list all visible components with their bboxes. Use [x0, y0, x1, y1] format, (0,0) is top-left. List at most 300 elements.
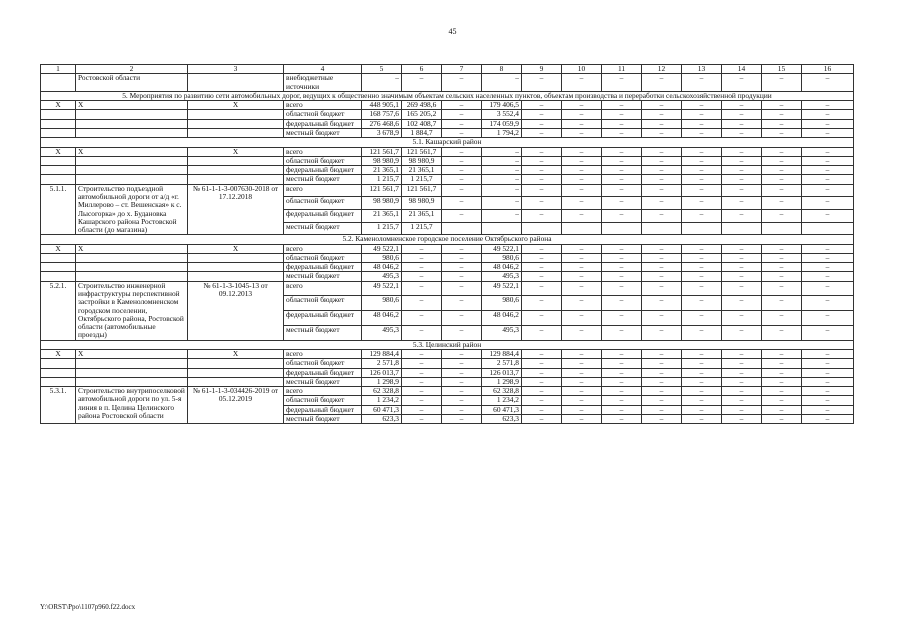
- section-heading: 5.1. Кашарский район: [41, 138, 854, 147]
- item-number-cell: X: [41, 147, 76, 156]
- column-number-cell: 4: [284, 65, 362, 74]
- value-cell: –: [562, 253, 602, 262]
- value-cell: –: [802, 272, 854, 281]
- value-cell: 21 365,1: [402, 166, 442, 175]
- value-cell: –: [522, 368, 562, 377]
- value-cell: –: [442, 377, 482, 386]
- table-row: [41, 166, 854, 175]
- funding-source-cell: всего: [284, 244, 362, 253]
- value-cell: –: [442, 263, 482, 272]
- value-cell: –: [522, 253, 562, 262]
- value-cell: –: [722, 119, 762, 128]
- document-number-cell: [188, 263, 284, 272]
- page-number: 45: [448, 27, 457, 36]
- value-cell: 121 561,7: [402, 147, 442, 156]
- document-number-cell: № 61-1-1-3-034426-2019 от 05.12.2019: [188, 387, 284, 424]
- column-number-cell: 15: [762, 65, 802, 74]
- value-cell: –: [762, 368, 802, 377]
- funding-source-cell: федеральный бюджет: [284, 368, 362, 377]
- value-cell: 1 884,7: [402, 128, 442, 137]
- value-cell: 98 980,9: [362, 197, 402, 210]
- value-cell: –: [762, 325, 802, 340]
- value-cell: –: [522, 128, 562, 137]
- value-cell: –: [642, 272, 682, 281]
- value-cell: –: [682, 119, 722, 128]
- funding-source-cell: федеральный бюджет: [284, 210, 362, 223]
- value-cell: –: [602, 263, 642, 272]
- value-cell: –: [722, 175, 762, 184]
- value-cell: 168 757,6: [362, 110, 402, 119]
- value-cell: –: [802, 368, 854, 377]
- column-number-cell: 13: [682, 65, 722, 74]
- document-number-cell: [188, 377, 284, 386]
- value-cell: –: [722, 147, 762, 156]
- value-cell: –: [762, 147, 802, 156]
- value-cell: –: [402, 325, 442, 340]
- table-row: [41, 387, 854, 396]
- value-cell: 48 046,2: [362, 311, 402, 326]
- column-number-cell: 14: [722, 65, 762, 74]
- value-cell: –: [562, 263, 602, 272]
- value-cell: –: [602, 359, 642, 368]
- value-cell: 126 013,7: [362, 368, 402, 377]
- value-cell: –: [442, 166, 482, 175]
- item-number-cell: [41, 128, 76, 137]
- value-cell: –: [402, 414, 442, 423]
- value-cell: –: [722, 311, 762, 326]
- value-cell: –: [682, 405, 722, 414]
- table-row: [41, 74, 854, 92]
- value-cell: 21 365,1: [362, 210, 402, 223]
- value-cell: –: [762, 197, 802, 210]
- object-name-cell: [76, 253, 188, 262]
- value-cell: –: [442, 296, 482, 311]
- value-cell: –: [802, 74, 854, 92]
- value-cell: 1 215,7: [402, 175, 442, 184]
- value-cell: –: [802, 281, 854, 296]
- funding-source-cell: областной бюджет: [284, 359, 362, 368]
- value-cell: –: [402, 350, 442, 359]
- table-row: [41, 359, 854, 368]
- value-cell: –: [762, 359, 802, 368]
- value-cell: –: [682, 325, 722, 340]
- object-name-cell: [76, 156, 188, 165]
- value-cell: –: [682, 253, 722, 262]
- value-cell: –: [682, 156, 722, 165]
- document-number-cell: [188, 175, 284, 184]
- value-cell: –: [802, 325, 854, 340]
- value-cell: 980,6: [362, 296, 402, 311]
- value-cell: –: [762, 263, 802, 272]
- value-cell: 174 059,9: [482, 119, 522, 128]
- value-cell: –: [642, 244, 682, 253]
- value-cell: –: [642, 414, 682, 423]
- value-cell: –: [642, 110, 682, 119]
- value-cell: 165 205,2: [402, 110, 442, 119]
- object-name-cell: X: [76, 147, 188, 156]
- value-cell: –: [442, 272, 482, 281]
- funding-source-cell: областной бюджет: [284, 296, 362, 311]
- value-cell: –: [442, 147, 482, 156]
- value-cell: –: [642, 119, 682, 128]
- item-number-cell: X: [41, 244, 76, 253]
- value-cell: –: [602, 405, 642, 414]
- value-cell: 3 552,4: [482, 110, 522, 119]
- value-cell: –: [802, 311, 854, 326]
- document-number-cell: [188, 128, 284, 137]
- value-cell: –: [562, 359, 602, 368]
- funding-source-cell: всего: [284, 184, 362, 197]
- value-cell: 448 905,1: [362, 101, 402, 110]
- value-cell: 2 571,8: [482, 359, 522, 368]
- value-cell: –: [802, 175, 854, 184]
- value-cell: 495,3: [482, 325, 522, 340]
- value-cell: 1 234,2: [362, 396, 402, 405]
- value-cell: 49 522,1: [362, 281, 402, 296]
- value-cell: –: [402, 387, 442, 396]
- value-cell: –: [562, 147, 602, 156]
- funding-source-cell: всего: [284, 281, 362, 296]
- value-cell: –: [442, 210, 482, 223]
- value-cell: –: [642, 281, 682, 296]
- value-cell: –: [642, 253, 682, 262]
- value-cell: –: [522, 184, 562, 197]
- value-cell: –: [562, 128, 602, 137]
- value-cell: –: [442, 405, 482, 414]
- value-cell: –: [562, 197, 602, 210]
- funding-source-cell: всего: [284, 101, 362, 110]
- column-number-header: [41, 65, 854, 74]
- value-cell: 3 678,9: [362, 128, 402, 137]
- value-cell: –: [802, 166, 854, 175]
- value-cell: –: [442, 253, 482, 262]
- value-cell: –: [722, 244, 762, 253]
- section-heading: 5.2. Каменоломненское городское поселение Октябрьского района: [41, 235, 854, 244]
- column-number-cell: 10: [562, 65, 602, 74]
- value-cell: –: [722, 156, 762, 165]
- funding-source-cell: областной бюджет: [284, 110, 362, 119]
- value-cell: –: [442, 128, 482, 137]
- value-cell: –: [802, 359, 854, 368]
- document-number-cell: [188, 272, 284, 281]
- value-cell: 1 234,2: [482, 396, 522, 405]
- value-cell: –: [802, 263, 854, 272]
- value-cell: 48 046,2: [482, 263, 522, 272]
- value-cell: –: [802, 414, 854, 423]
- value-cell: 1 298,9: [362, 377, 402, 386]
- object-name-cell: [76, 359, 188, 368]
- table-row: [41, 184, 854, 197]
- value-cell: –: [442, 359, 482, 368]
- value-cell: 495,3: [362, 272, 402, 281]
- value-cell: –: [682, 166, 722, 175]
- document-number-cell: [188, 253, 284, 262]
- value-cell: –: [562, 244, 602, 253]
- value-cell: –: [522, 110, 562, 119]
- value-cell: –: [722, 414, 762, 423]
- value-cell: –: [682, 74, 722, 92]
- table-row: [41, 110, 854, 119]
- item-number-cell: [41, 359, 76, 368]
- value-cell: –: [562, 414, 602, 423]
- item-number-cell: [41, 368, 76, 377]
- value-cell: –: [442, 368, 482, 377]
- value-cell: –: [682, 368, 722, 377]
- value-cell: –: [722, 296, 762, 311]
- value-cell: –: [642, 359, 682, 368]
- value-cell: –: [402, 244, 442, 253]
- value-cell: 48 046,2: [362, 263, 402, 272]
- value-cell: 1 215,7: [362, 175, 402, 184]
- document-number-cell: [188, 359, 284, 368]
- document-number-cell: X: [188, 101, 284, 110]
- value-cell: –: [802, 244, 854, 253]
- item-number-cell: [41, 166, 76, 175]
- object-name-cell: [76, 377, 188, 386]
- object-name-cell: [76, 119, 188, 128]
- value-cell: 98 980,9: [402, 156, 442, 165]
- value-cell: –: [722, 253, 762, 262]
- funding-source-cell: областной бюджет: [284, 197, 362, 210]
- item-number-cell: 5.1.1.: [41, 184, 76, 235]
- value-cell: 980,6: [482, 253, 522, 262]
- value-cell: –: [682, 147, 722, 156]
- value-cell: –: [602, 414, 642, 423]
- object-name-cell: [76, 166, 188, 175]
- value-cell: –: [522, 244, 562, 253]
- table-row: [41, 350, 854, 359]
- value-cell: –: [722, 263, 762, 272]
- value-cell: 98 980,9: [402, 197, 442, 210]
- value-cell: –: [402, 396, 442, 405]
- item-number-cell: [41, 263, 76, 272]
- value-cell: –: [442, 311, 482, 326]
- value-cell: –: [722, 359, 762, 368]
- column-number-cell: 6: [402, 65, 442, 74]
- value-cell: –: [722, 166, 762, 175]
- value-cell: –: [762, 119, 802, 128]
- value-cell: –: [562, 101, 602, 110]
- value-cell: –: [602, 110, 642, 119]
- value-cell: –: [402, 359, 442, 368]
- value-cell: –: [802, 110, 854, 119]
- item-number-cell: [41, 74, 76, 92]
- value-cell: –: [682, 244, 722, 253]
- value-cell: –: [642, 166, 682, 175]
- item-number-cell: [41, 175, 76, 184]
- value-cell: –: [602, 197, 642, 210]
- value-cell: [522, 222, 562, 235]
- value-cell: –: [522, 119, 562, 128]
- value-cell: –: [442, 197, 482, 210]
- value-cell: –: [642, 184, 682, 197]
- value-cell: –: [802, 350, 854, 359]
- value-cell: –: [802, 377, 854, 386]
- object-name-cell: [76, 263, 188, 272]
- value-cell: –: [442, 175, 482, 184]
- value-cell: 121 561,7: [362, 184, 402, 197]
- value-cell: –: [762, 101, 802, 110]
- value-cell: –: [562, 368, 602, 377]
- value-cell: –: [562, 311, 602, 326]
- value-cell: –: [522, 405, 562, 414]
- value-cell: –: [642, 368, 682, 377]
- value-cell: 60 471,3: [482, 405, 522, 414]
- value-cell: –: [642, 175, 682, 184]
- object-name-cell: X: [76, 350, 188, 359]
- section-heading-row: [41, 340, 854, 349]
- value-cell: –: [802, 101, 854, 110]
- value-cell: –: [442, 101, 482, 110]
- value-cell: –: [562, 377, 602, 386]
- value-cell: –: [642, 210, 682, 223]
- value-cell: –: [762, 166, 802, 175]
- value-cell: [562, 222, 602, 235]
- value-cell: –: [482, 74, 522, 92]
- funding-source-cell: местный бюджет: [284, 377, 362, 386]
- object-name-cell: Ростовской области: [76, 74, 188, 92]
- value-cell: –: [802, 128, 854, 137]
- value-cell: –: [402, 272, 442, 281]
- value-cell: [482, 222, 522, 235]
- value-cell: –: [682, 175, 722, 184]
- funding-source-cell: местный бюджет: [284, 128, 362, 137]
- document-number-cell: [188, 166, 284, 175]
- section-heading-row: [41, 138, 854, 147]
- value-cell: –: [482, 147, 522, 156]
- object-name-cell: Строительство внутрипоселковой автомобильной дороги по ул. 5-я линия в п. Целина Целинского района Ростовской области: [76, 387, 188, 424]
- value-cell: 49 522,1: [482, 244, 522, 253]
- value-cell: –: [522, 74, 562, 92]
- funding-source-cell: всего: [284, 147, 362, 156]
- value-cell: 49 522,1: [482, 281, 522, 296]
- value-cell: 980,6: [362, 253, 402, 262]
- funding-source-cell: областной бюджет: [284, 253, 362, 262]
- value-cell: –: [722, 396, 762, 405]
- value-cell: –: [522, 377, 562, 386]
- value-cell: 980,6: [482, 296, 522, 311]
- value-cell: –: [402, 263, 442, 272]
- value-cell: –: [682, 281, 722, 296]
- document-number-cell: [188, 368, 284, 377]
- value-cell: –: [802, 387, 854, 396]
- value-cell: –: [522, 350, 562, 359]
- table-row: [41, 128, 854, 137]
- value-cell: –: [722, 184, 762, 197]
- value-cell: –: [602, 325, 642, 340]
- value-cell: –: [682, 311, 722, 326]
- value-cell: –: [562, 175, 602, 184]
- value-cell: [682, 222, 722, 235]
- item-number-cell: 5.2.1.: [41, 281, 76, 340]
- value-cell: –: [522, 101, 562, 110]
- table-row: [41, 101, 854, 110]
- value-cell: –: [682, 396, 722, 405]
- value-cell: –: [762, 405, 802, 414]
- object-name-cell: Строительство инженерной инфраструктуры перспективной застройки в Каменоломненском городском поселении, Октябрьского района, Ростовской области (автомобильные проезды): [76, 281, 188, 340]
- value-cell: –: [802, 296, 854, 311]
- value-cell: –: [602, 296, 642, 311]
- funding-source-cell: всего: [284, 387, 362, 396]
- value-cell: –: [602, 128, 642, 137]
- value-cell: –: [562, 296, 602, 311]
- value-cell: –: [562, 350, 602, 359]
- value-cell: –: [482, 156, 522, 165]
- value-cell: –: [682, 210, 722, 223]
- document-number-cell: № 61-1-1-3-007630-2018 от 17.12.2018: [188, 184, 284, 235]
- value-cell: –: [522, 156, 562, 165]
- value-cell: 179 406,5: [482, 101, 522, 110]
- value-cell: –: [642, 263, 682, 272]
- item-number-cell: [41, 253, 76, 262]
- document-number-cell: [188, 156, 284, 165]
- column-number-cell: 9: [522, 65, 562, 74]
- object-name-cell: X: [76, 101, 188, 110]
- object-name-cell: [76, 175, 188, 184]
- value-cell: –: [402, 377, 442, 386]
- column-number-cell: 8: [482, 65, 522, 74]
- value-cell: –: [802, 184, 854, 197]
- value-cell: –: [762, 396, 802, 405]
- value-cell: –: [522, 166, 562, 175]
- value-cell: –: [802, 156, 854, 165]
- value-cell: –: [522, 175, 562, 184]
- value-cell: –: [402, 281, 442, 296]
- value-cell: –: [642, 156, 682, 165]
- table-row: [41, 281, 854, 296]
- value-cell: –: [762, 110, 802, 119]
- value-cell: –: [602, 368, 642, 377]
- value-cell: –: [442, 350, 482, 359]
- value-cell: –: [562, 396, 602, 405]
- item-number-cell: [41, 110, 76, 119]
- funding-source-cell: местный бюджет: [284, 175, 362, 184]
- object-name-cell: X: [76, 244, 188, 253]
- value-cell: –: [682, 359, 722, 368]
- section-heading-row: [41, 91, 854, 100]
- value-cell: [642, 222, 682, 235]
- value-cell: 1 215,7: [362, 222, 402, 235]
- value-cell: –: [762, 377, 802, 386]
- object-name-cell: [76, 272, 188, 281]
- value-cell: –: [762, 253, 802, 262]
- value-cell: [442, 222, 482, 235]
- table-row: [41, 253, 854, 262]
- value-cell: –: [682, 272, 722, 281]
- document-number-cell: [188, 110, 284, 119]
- value-cell: –: [442, 396, 482, 405]
- value-cell: –: [802, 210, 854, 223]
- value-cell: –: [722, 74, 762, 92]
- column-number-cell: 3: [188, 65, 284, 74]
- value-cell: –: [602, 119, 642, 128]
- section-heading: 5.3. Целинский район: [41, 340, 854, 349]
- value-cell: 98 980,9: [362, 156, 402, 165]
- value-cell: 1 215,7: [402, 222, 442, 235]
- value-cell: –: [642, 74, 682, 92]
- value-cell: 102 408,7: [402, 119, 442, 128]
- value-cell: –: [442, 74, 482, 92]
- table-row: [41, 156, 854, 165]
- item-number-cell: [41, 156, 76, 165]
- value-cell: [722, 222, 762, 235]
- funding-source-cell: местный бюджет: [284, 414, 362, 423]
- value-cell: –: [562, 166, 602, 175]
- value-cell: –: [402, 74, 442, 92]
- value-cell: –: [802, 147, 854, 156]
- value-cell: –: [562, 210, 602, 223]
- value-cell: –: [802, 396, 854, 405]
